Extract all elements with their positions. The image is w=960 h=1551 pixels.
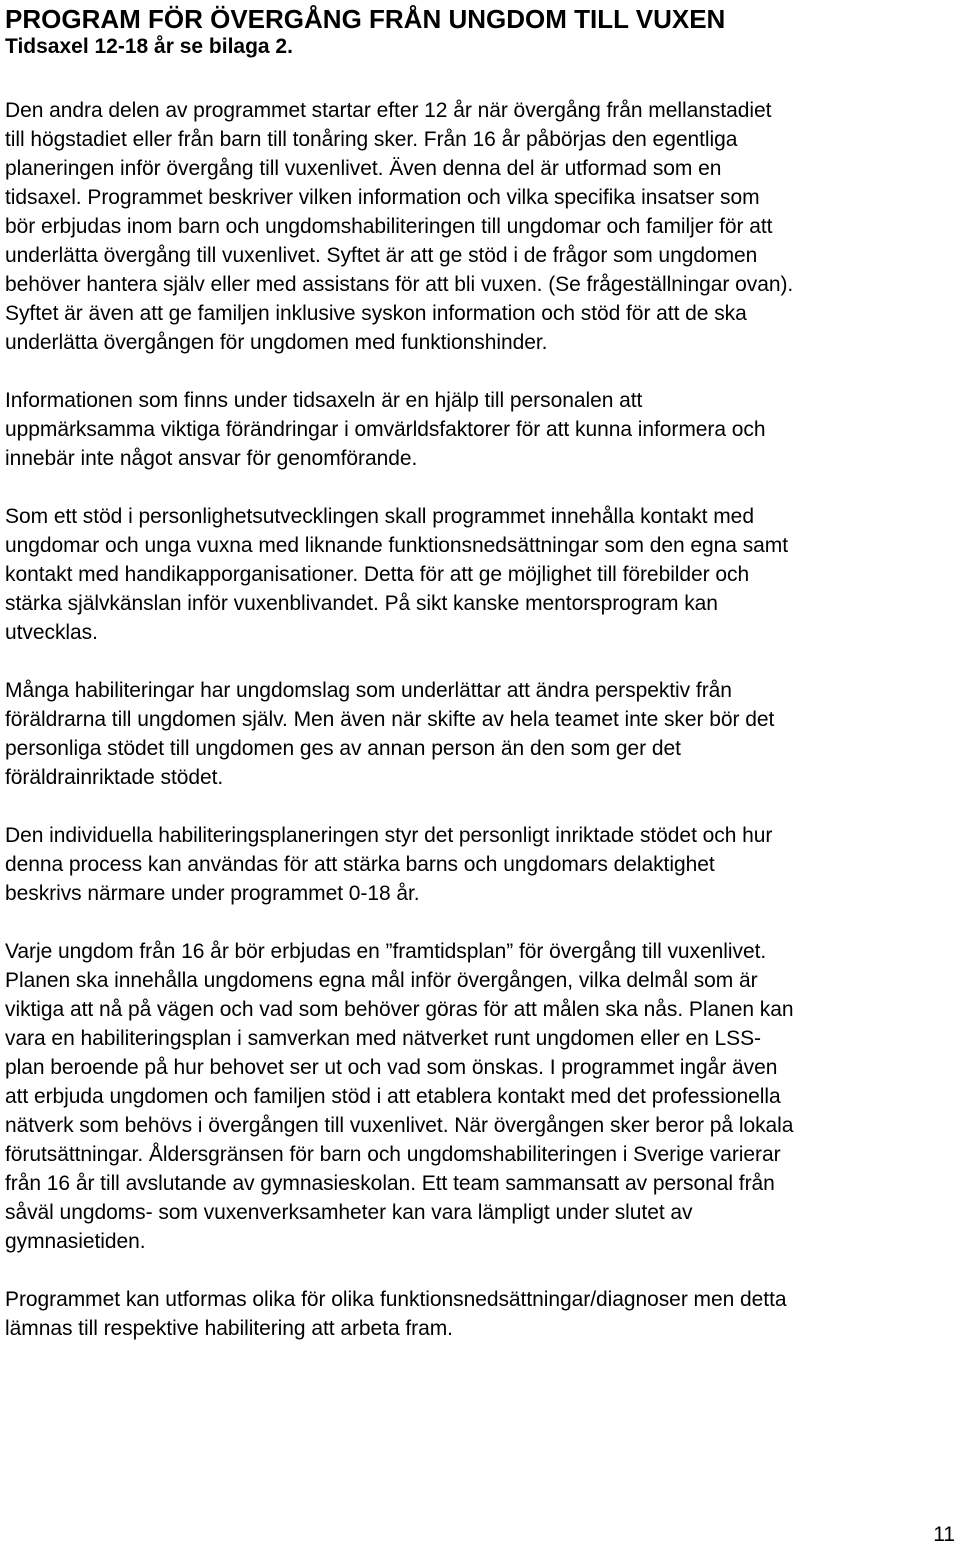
text-line: Många habiliteringar har ungdomslag som underlättar att ändra perspektiv från xyxy=(5,679,732,702)
text-line: Den andra delen av programmet startar efter 12 år när övergång från mellanstadiet xyxy=(5,99,772,122)
text-line: föräldrarna till ungdomen själv. Men även när skifte av hela teamet inte sker bör det xyxy=(5,708,775,731)
text-line: förutsättningar. Åldersgränsen för barn och ungdomshabiliteringen i Sverige varierar xyxy=(5,1143,781,1166)
paragraph xyxy=(5,937,960,1256)
text-line: denna process kan användas för att stärka barns och ungdomars delaktighet xyxy=(5,853,715,876)
paragraph xyxy=(5,1285,960,1343)
text-line: utvecklas. xyxy=(5,621,98,644)
paragraph xyxy=(5,676,960,792)
text-line: Syftet är även att ge familjen inklusive syskon information och stöd för att de ska xyxy=(5,302,747,325)
text-line: innebär inte något ansvar för genomförande. xyxy=(5,447,418,470)
text-line: plan beroende på hur behovet ser ut och vad som önskas. I programmet ingår även xyxy=(5,1056,778,1079)
paragraph xyxy=(5,821,960,908)
text-line: Varje ungdom från 16 år bör erbjudas en ”framtidsplan” för övergång till vuxenlivet. xyxy=(5,940,767,963)
page-subtitle: Tidsaxel 12-18 år se bilaga 2. xyxy=(5,35,293,58)
text-line: från 16 år till avslutande av gymnasieskolan. Ett team sammansatt av personal från xyxy=(5,1172,775,1195)
text-line: uppmärksamma viktiga förändringar i omvärldsfaktorer för att kunna informera och xyxy=(5,418,766,441)
paragraph xyxy=(5,386,960,473)
text-line: ungdomar och unga vuxna med liknande funktionsnedsättningar som den egna samt xyxy=(5,534,788,557)
text-line: planeringen inför övergång till vuxenlivet. Även denna del är utformad som en xyxy=(5,157,722,180)
page-number: 11 xyxy=(933,1523,955,1546)
text-line: Planen ska innehålla ungdomens egna mål inför övergången, vilka delmål som är xyxy=(5,969,758,992)
text-line: underlätta övergången för ungdomen med funktionshinder. xyxy=(5,331,548,354)
text-line: viktiga att nå på vägen och vad som behöver göras för att målen ska nås. Planen kan xyxy=(5,998,794,1021)
text-line: att erbjuda ungdomen och familjen stöd i att etablera kontakt med det professionella xyxy=(5,1085,781,1108)
text-line: bör erbjudas inom barn och ungdomshabiliteringen till ungdomar och familjer för att xyxy=(5,215,773,238)
text-line: Informationen som finns under tidsaxeln är en hjälp till personalen att xyxy=(5,389,643,412)
text-line: kontakt med handikapporganisationer. Detta för att ge möjlighet till förebilder och xyxy=(5,563,750,586)
text-line: lämnas till respektive habilitering att arbeta fram. xyxy=(5,1317,453,1340)
text-line: vara en habiliteringsplan i samverkan med nätverket runt ungdomen eller en LSS- xyxy=(5,1027,761,1050)
text-line: behöver hantera själv eller med assistans för att bli vuxen. (Se frågeställningar ovan). xyxy=(5,273,794,296)
text-line: Den individuella habiliteringsplaneringen styr det personligt inriktade stödet och hur xyxy=(5,824,773,847)
text-line: tidsaxel. Programmet beskriver vilken information och vilka specifika insatser som xyxy=(5,186,760,209)
document-page xyxy=(5,4,960,1372)
text-line: underlätta övergång till vuxenlivet. Syftet är att ge stöd i de frågor som ungdomen xyxy=(5,244,758,267)
paragraph xyxy=(5,96,960,357)
text-line: föräldrainriktade stödet. xyxy=(5,766,224,789)
body-text xyxy=(5,96,960,1343)
text-line: Programmet kan utformas olika för olika funktionsnedsättningar/diagnoser men detta xyxy=(5,1288,787,1311)
text-line: nätverk som behövs i övergången till vuxenlivet. När övergången sker beror på lokala xyxy=(5,1114,794,1137)
text-line: stärka självkänslan inför vuxenblivandet. På sikt kanske mentorsprogram kan xyxy=(5,592,718,615)
text-line: såväl ungdoms- som vuxenverksamheter kan vara lämpligt under slutet av xyxy=(5,1201,693,1224)
text-line: gymnasietiden. xyxy=(5,1230,146,1253)
paragraph xyxy=(5,502,960,647)
text-line: Som ett stöd i personlighetsutvecklingen skall programmet innehålla kontakt med xyxy=(5,505,754,528)
text-line: personliga stödet till ungdomen ges av annan person än den som ger det xyxy=(5,737,681,760)
text-line: beskrivs närmare under programmet 0-18 år. xyxy=(5,882,420,905)
text-line: till högstadiet eller från barn till tonåring sker. Från 16 år påbörjas den egentliga xyxy=(5,128,738,151)
page-title: PROGRAM FÖR ÖVERGÅNG FRÅN UNGDOM TILL VUXEN xyxy=(5,4,726,34)
